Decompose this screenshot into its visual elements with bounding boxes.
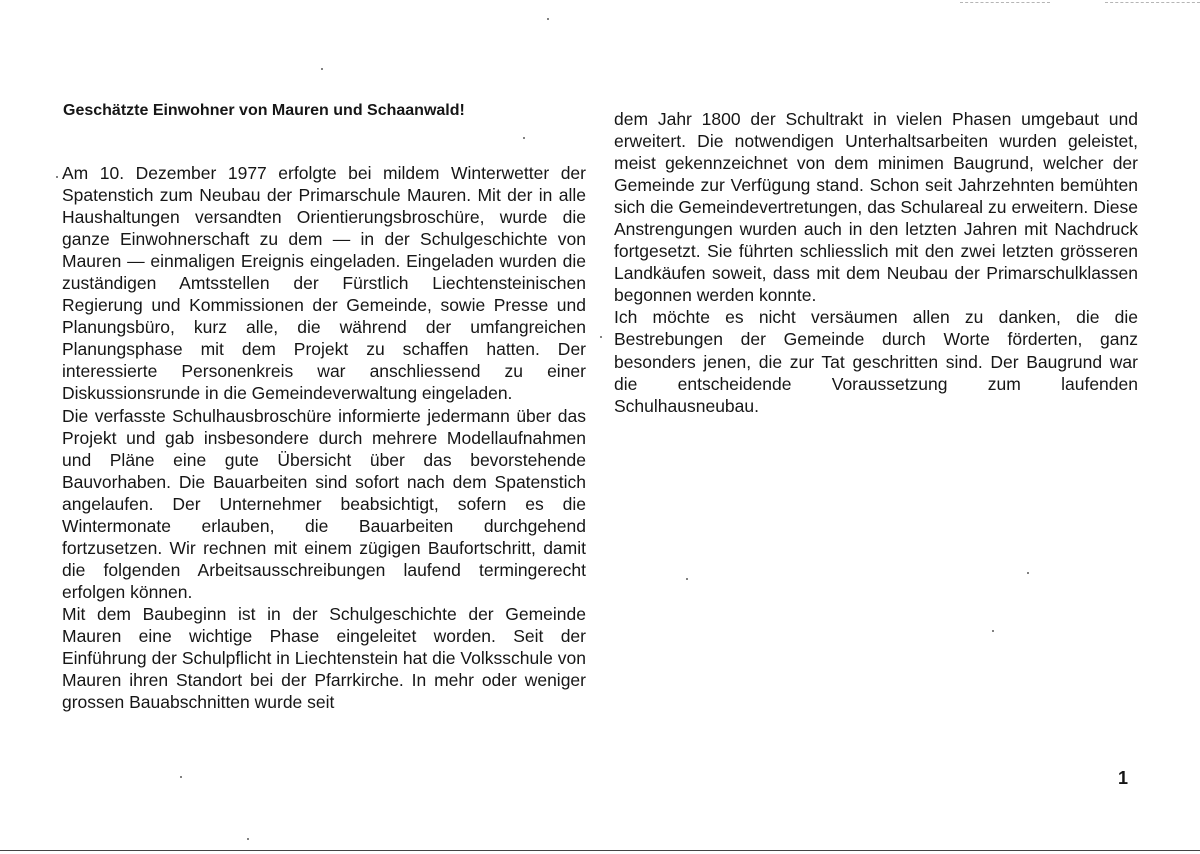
paragraph-spatenstich: Am 10. Dezember 1977 erfolgte bei mildem Winterwetter der Spatenstich zum Neubau der Primarschule Mauren. Mit der in alle Haushaltungen versandten Orientierungsbroschüre, wurde die ganze Einwohnerschaft zu dem — in der Schulgeschichte von Mauren — einmaligen Ereignis eingeladen. Eingeladen wurden die zuständigen Amtsstellen der Fürstlich Liechtensteinischen Regierung und Kommissionen der Gemeinde, sowie Presse und Planungsbüro, kurz alle, die während der umfangreichen Planungsphase mit dem Projekt zu schaffen hatten. Der interessierte Personenkreis war anschliessend zu einer Diskussionsrunde in die Gemeindeverwaltung eingeladen. bbox=[62, 163, 586, 404]
bottom-edge-rule bbox=[0, 850, 1200, 851]
scan-speck bbox=[56, 176, 58, 178]
letter-heading: Geschätzte Einwohner von Mauren und Schaanwald! bbox=[63, 102, 465, 119]
scan-speck bbox=[1027, 572, 1029, 574]
scan-speck bbox=[523, 137, 525, 139]
scan-speck bbox=[247, 838, 249, 840]
scan-speck bbox=[321, 68, 323, 70]
paragraph-baubeginn: Mit dem Baubeginn ist in der Schulgeschichte der Gemeinde Mauren eine wichtige Phase eingeleitet worden. Seit der Einführung der Schulpflicht in Liechtenstein hat die Volksschule von Mauren ihren Standort bei der Pfarrkirche. In mehr oder weniger grossen Bauabschnitten wurde seit bbox=[62, 603, 586, 713]
top-edge-rule-left bbox=[960, 2, 1050, 3]
paragraph-schulhausbroschuere: Die verfasste Schulhausbroschüre informierte jedermann über das Projekt und gab insbesondere durch mehrere Modellaufnahmen und Pläne eine gute Übersicht über das bevorstehende Bauvorhaben. Die Bauarbeiten sind sofort nach dem Spatenstich angelaufen. Der Unternehmer beabsichtigt, sofern es die Wintermonate erlauben, die Bauarbeiten durchgehend fortzusetzen. Wir rechnen mit einem zügigen Baufortschritt, damit die folgenden Arbeitsausschreibungen laufend termingerecht erfolgen können. bbox=[62, 405, 586, 602]
top-edge-rule-right bbox=[1105, 2, 1200, 3]
scan-speck bbox=[992, 630, 994, 632]
scan-speck bbox=[180, 776, 182, 778]
scan-speck bbox=[686, 578, 688, 580]
scan-speck bbox=[600, 336, 602, 338]
left-text-column bbox=[62, 162, 586, 713]
page-number: 1 bbox=[1118, 768, 1129, 788]
paragraph-dank: Ich möchte es nicht versäumen allen zu danken, die die Bestrebungen der Gemeinde durch Worte förderten, ganz besonders jenen, die zur Tat geschritten sind. Der Baugrund war die entscheidende Voraussetzung zum laufenden Schulhausneubau. bbox=[614, 307, 1138, 416]
right-text-column bbox=[614, 108, 1138, 417]
paragraph-schultrakt: dem Jahr 1800 der Schultrakt in vielen Phasen umgebaut und erweitert. Die notwendigen Unterhaltsarbeiten wurden geleistet, meist gekennzeichnet von dem minimen Baugrund, welcher der Gemeinde zur Verfügung stand. Schon seit Jahrzehnten bemühten sich die Gemeindevertretungen, das Schulareal zu erweitern. Diese Anstrengungen wurden auch in den letzten Jahren mit Nachdruck fortgesetzt. Sie führten schliesslich mit den zwei letzten grösseren Landkäufen soweit, dass mit dem Neubau der Primarschulklassen begonnen werden konnte. bbox=[614, 109, 1138, 306]
scan-speck bbox=[547, 18, 549, 20]
